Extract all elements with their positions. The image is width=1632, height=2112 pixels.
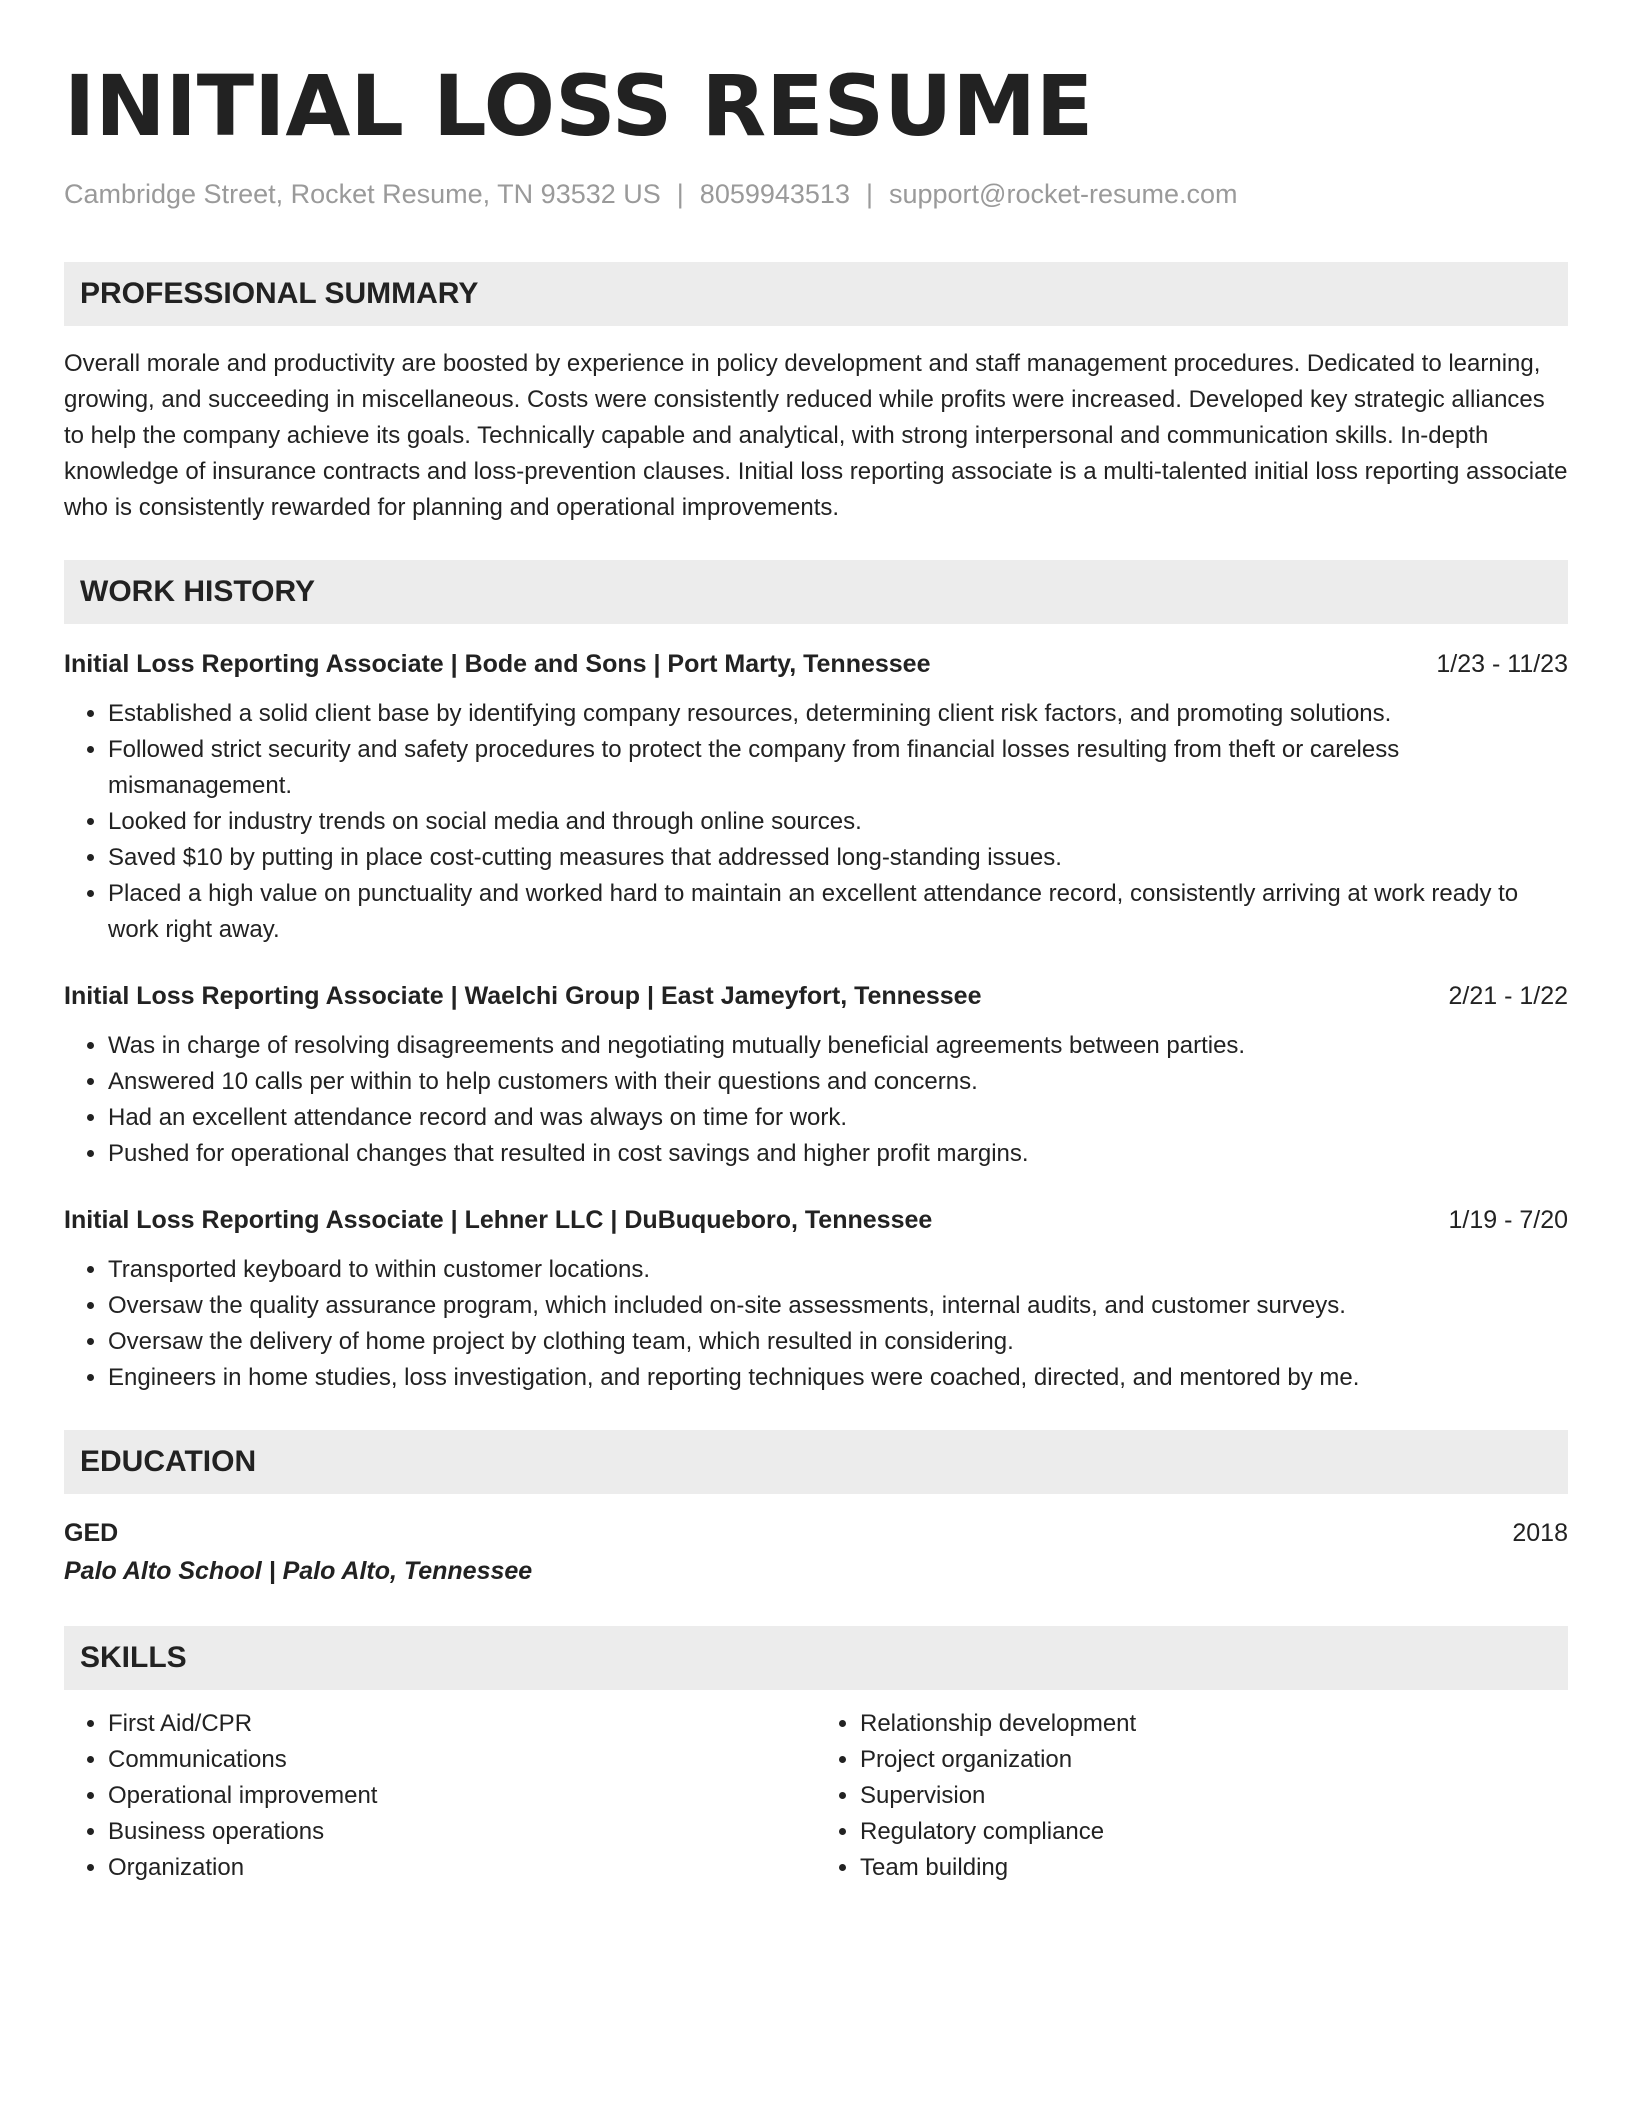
job-entry <box>64 646 1568 948</box>
contact-phone: 8059943513 <box>699 179 850 209</box>
job-header <box>64 978 1568 1014</box>
education-heading: EDUCATION <box>64 1430 1568 1494</box>
education-row <box>64 1514 1568 1552</box>
job-dates: 2/21 - 1/22 <box>1448 982 1568 1010</box>
contact-separator: | <box>676 179 684 209</box>
contact-separator: | <box>865 179 873 209</box>
skill-item: • Supervision <box>860 1778 1568 1814</box>
education-degree: GED <box>64 1519 119 1547</box>
job-bullet: • Answered 10 calls per within to help customers with their questions and concerns. <box>108 1064 1568 1100</box>
job-bullet: • Followed strict security and safety procedures to protect the company from financial losses resulting from theft or careless mismanagement. <box>108 732 1568 804</box>
job-bullet: • Saved $10 by putting in place cost-cutting measures that addressed long-standing issues. <box>108 840 1568 876</box>
job-bullet: • Oversaw the delivery of home project by clothing team, which resulted in considering. <box>108 1324 1568 1360</box>
education-entry <box>64 1514 1568 1590</box>
job-bullets <box>64 696 1568 948</box>
skills-list <box>64 1706 1568 1886</box>
job-bullets <box>64 1252 1568 1396</box>
education-school: Palo Alto School | Palo Alto, Tennessee <box>64 1557 533 1585</box>
skills-heading: SKILLS <box>64 1626 1568 1690</box>
job-bullet: • Was in charge of resolving disagreements and negotiating mutually beneficial agreements between parties. <box>108 1028 1568 1064</box>
job-dates: 1/19 - 7/20 <box>1448 1206 1568 1234</box>
skill-item: • Team building <box>860 1850 1568 1886</box>
job-bullet: • Engineers in home studies, loss investigation, and reporting techniques were coached, directed, and mentored by me. <box>108 1360 1568 1396</box>
job-bullets <box>64 1028 1568 1172</box>
job-title: Initial Loss Reporting Associate | Waelchi Group | East Jameyfort, Tennessee <box>64 982 982 1010</box>
summary-text: Overall morale and productivity are boosted by experience in policy development and staff management procedures. Dedicated to learning, growing, and succeeding in miscellaneous. Costs were consistently reduced while profits were increased. Developed key strategic alliances to help the company achieve its goals. Technically capable and analytical, with strong interpersonal and communication skills. In-depth knowledge of insurance contracts and loss-prevention clauses. Initial loss reporting associate is a multi-talented initial loss reporting associate who is consistently rewarded for planning and operational improvements. <box>64 350 1568 521</box>
job-bullet: • Oversaw the quality assurance program, which included on-site assessments, internal audits, and customer surveys. <box>108 1288 1568 1324</box>
skill-item: • First Aid/CPR <box>108 1706 816 1742</box>
job-bullet: • Pushed for operational changes that resulted in cost savings and higher profit margins. <box>108 1136 1568 1172</box>
contact-line <box>64 176 1568 212</box>
skill-item: • Communications <box>108 1742 816 1778</box>
skills-column-right <box>816 1706 1568 1886</box>
job-bullet: • Had an excellent attendance record and was always on time for work. <box>108 1100 1568 1136</box>
skill-item: • Regulatory compliance <box>860 1814 1568 1850</box>
job-bullet: • Looked for industry trends on social media and through online sources. <box>108 804 1568 840</box>
skill-item: • Relationship development <box>860 1706 1568 1742</box>
job-entry <box>64 978 1568 1172</box>
contact-email: support@rocket-resume.com <box>888 179 1238 209</box>
job-title: Initial Loss Reporting Associate | Bode and Sons | Port Marty, Tennessee <box>64 650 931 678</box>
job-header <box>64 1202 1568 1238</box>
resume-name: INITIAL LOSS RESUME <box>64 57 1094 155</box>
skill-item: • Business operations <box>108 1814 816 1850</box>
education-year: 2018 <box>1512 1519 1568 1547</box>
contact-address: Cambridge Street, Rocket Resume, TN 93532 US <box>64 179 661 209</box>
skill-item: • Operational improvement <box>108 1778 816 1814</box>
job-bullet: • Placed a high value on punctuality and worked hard to maintain an excellent attendance record, consistently arriving at work ready to work right away. <box>108 876 1568 948</box>
skill-item: • Organization <box>108 1850 816 1886</box>
work-history-heading: WORK HISTORY <box>64 560 1568 624</box>
job-dates: 1/23 - 11/23 <box>1436 650 1568 678</box>
skills-column-left <box>64 1706 816 1886</box>
skill-item: • Project organization <box>860 1742 1568 1778</box>
job-bullet: • Transported keyboard to within customer locations. <box>108 1252 1568 1288</box>
job-entry <box>64 1202 1568 1396</box>
job-title: Initial Loss Reporting Associate | Lehner LLC | DuBuqueboro, Tennessee <box>64 1206 933 1234</box>
summary-heading: PROFESSIONAL SUMMARY <box>64 262 1568 326</box>
job-bullet: • Established a solid client base by identifying company resources, determining client risk factors, and promoting solutions. <box>108 696 1568 732</box>
job-header <box>64 646 1568 682</box>
